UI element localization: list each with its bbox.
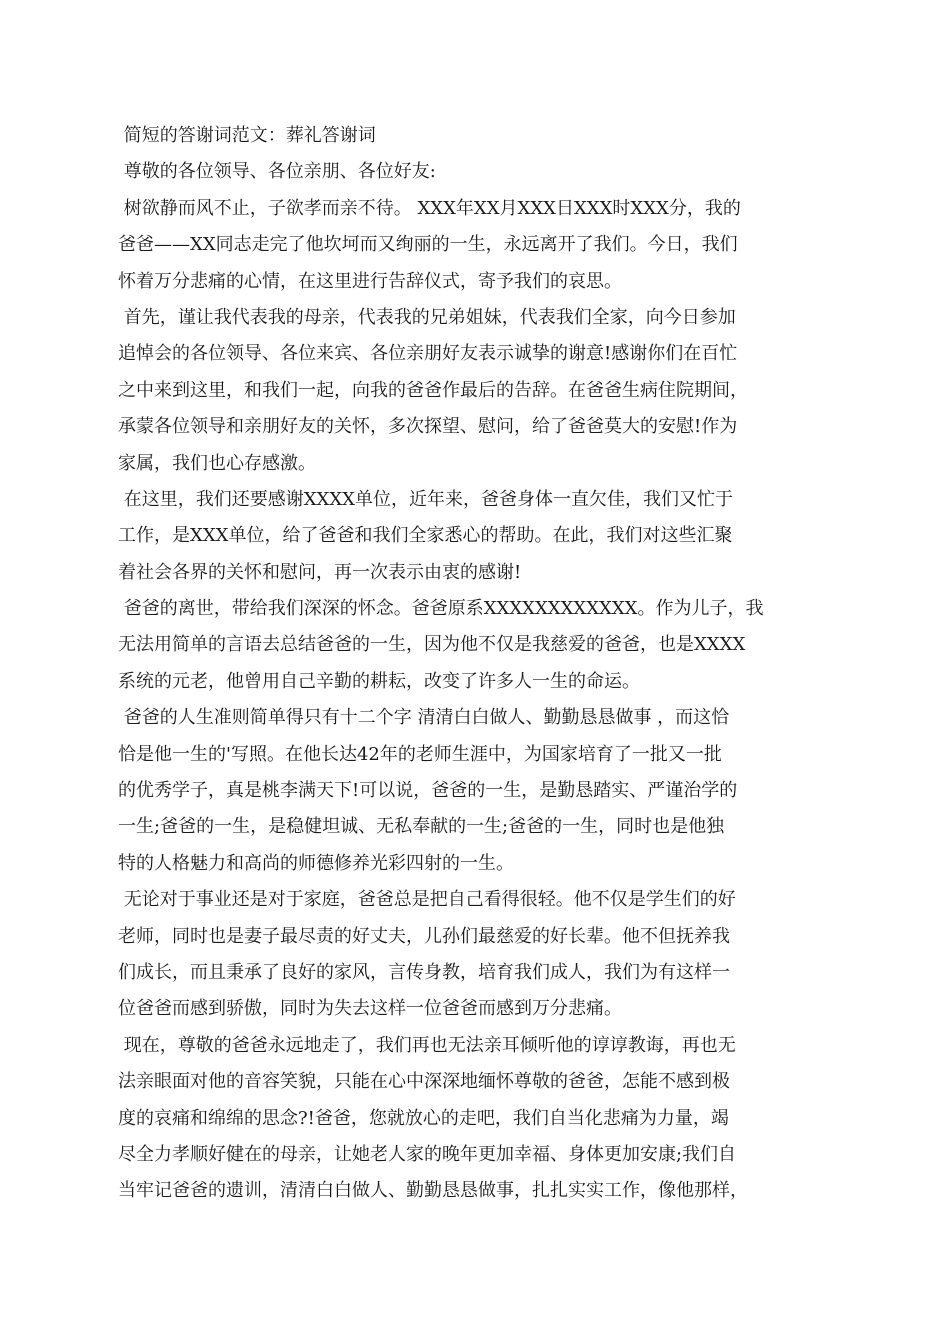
text-line: 树欲静而风不止，子欲孝而亲不待。 XXX年XX月XXX日XXX时XXX分，我的 [118, 197, 741, 219]
text-line: 工作，是XXX单位，给了爸爸和我们全家悉心的帮助。在此，我们对这些汇聚 [118, 525, 733, 547]
salutation-line: 尊敬的各位领导、各位亲朋、各位好友: [118, 161, 436, 183]
text-line: 恰是他一生的'写照。在他长达42年的老师生涯中，为国家培育了一批又一批 [118, 743, 722, 765]
text-line: 之中来到这里，和我们一起，向我的爸爸作最后的告辞。在爸爸生病住院期间， [118, 379, 748, 401]
text-line: 无论对于事业还是对于家庭，爸爸总是把自己看得很轻。他不仅是学生们的好 [118, 889, 736, 911]
text-line: 法亲眼面对他的音容笑貌，只能在心中深深地缅怀尊敬的爸爸，怎能不感到极 [118, 1071, 730, 1093]
text-line: 老师，同时也是妻子最尽责的好丈夫，儿孙们最慈爱的好长辈。他不但抚养我 [118, 925, 730, 947]
text-line: 尽全力孝顺好健在的母亲，让她老人家的晚年更加幸福、身体更加安康;我们自 [118, 1143, 737, 1165]
text-line: 特的人格魅力和高尚的师德修养光彩四射的一生。 [118, 852, 514, 874]
text-line: 爸爸的人生准则简单得只有十二个字 清清白白做人、勤勤恳恳做事 ，而这恰 [118, 707, 730, 729]
text-line: 无法用简单的言语去总结爸爸的一生，因为他不仅是我慈爱的爸爸，也是XXXX [118, 634, 746, 656]
document-body [118, 118, 818, 1210]
text-line: 爸爸——XX同志走完了他坎坷而又绚丽的一生，永远离开了我们。今日，我们 [118, 234, 738, 256]
text-line: 系统的元老，他曾用自己辛勤的耕耘，改变了许多人一生的命运。 [118, 670, 640, 692]
text-line: 度的哀痛和绵绵的思念?!爸爸，您就放心的走吧，我们自当化悲痛为力量，竭 [118, 1107, 729, 1129]
text-line: 着社会各界的关怀和慰问，再一次表示由衷的感谢! [118, 561, 522, 583]
text-line: 的优秀学子，真是桃李满天下!可以说，爸爸的一生，是勤恳踏实、严谨治学的 [118, 780, 738, 802]
text-line: 首先，谨让我代表我的母亲，代表我的兄弟姐妹，代表我们全家，向今日参加 [118, 306, 736, 328]
text-line: 承蒙各位领导和亲朋好友的关怀，多次探望、慰问，给了爸爸莫大的安慰!作为 [118, 416, 738, 438]
text-line: 一生;爸爸的一生，是稳健坦诚、无私奉献的一生;爸爸的一生，同时也是他独 [118, 816, 725, 838]
text-line: 怀着万分悲痛的心情，在这里进行告辞仪式，寄予我们的哀思。 [118, 270, 622, 292]
document-title: 简短的答谢词范文：葬礼答谢词 [118, 125, 376, 146]
text-line: 当牢记爸爸的遗训，清清白白做人、勤勤恳恳做事，扎扎实实工作，像他那样， [118, 1180, 748, 1202]
text-line: 位爸爸而感到骄傲，同时为失去这样一位爸爸而感到万分悲痛。 [118, 998, 622, 1020]
text-line: 现在，尊敬的爸爸永远地走了，我们再也无法亲耳倾听他的谆谆教诲，再也无 [118, 1034, 736, 1056]
text-line: 们成长，而且秉承了良好的家风，言传身教，培育我们成人，我们为有这样一 [118, 961, 730, 983]
text-line: 爸爸的离世，带给我们深深的怀念。爸爸原系XXXXXXXXXXXX。作为儿子，我 [118, 598, 764, 620]
text-line: 在这里，我们还要感谢XXXX单位，近年来，爸爸身体一直欠佳，我们又忙于 [118, 488, 733, 510]
text-line: 追悼会的各位领导、各位来宾、各位亲朋好友表示诚挚的谢意!感谢你们在百忙 [118, 343, 738, 365]
text-line: 家属，我们也心存感激。 [118, 452, 316, 474]
